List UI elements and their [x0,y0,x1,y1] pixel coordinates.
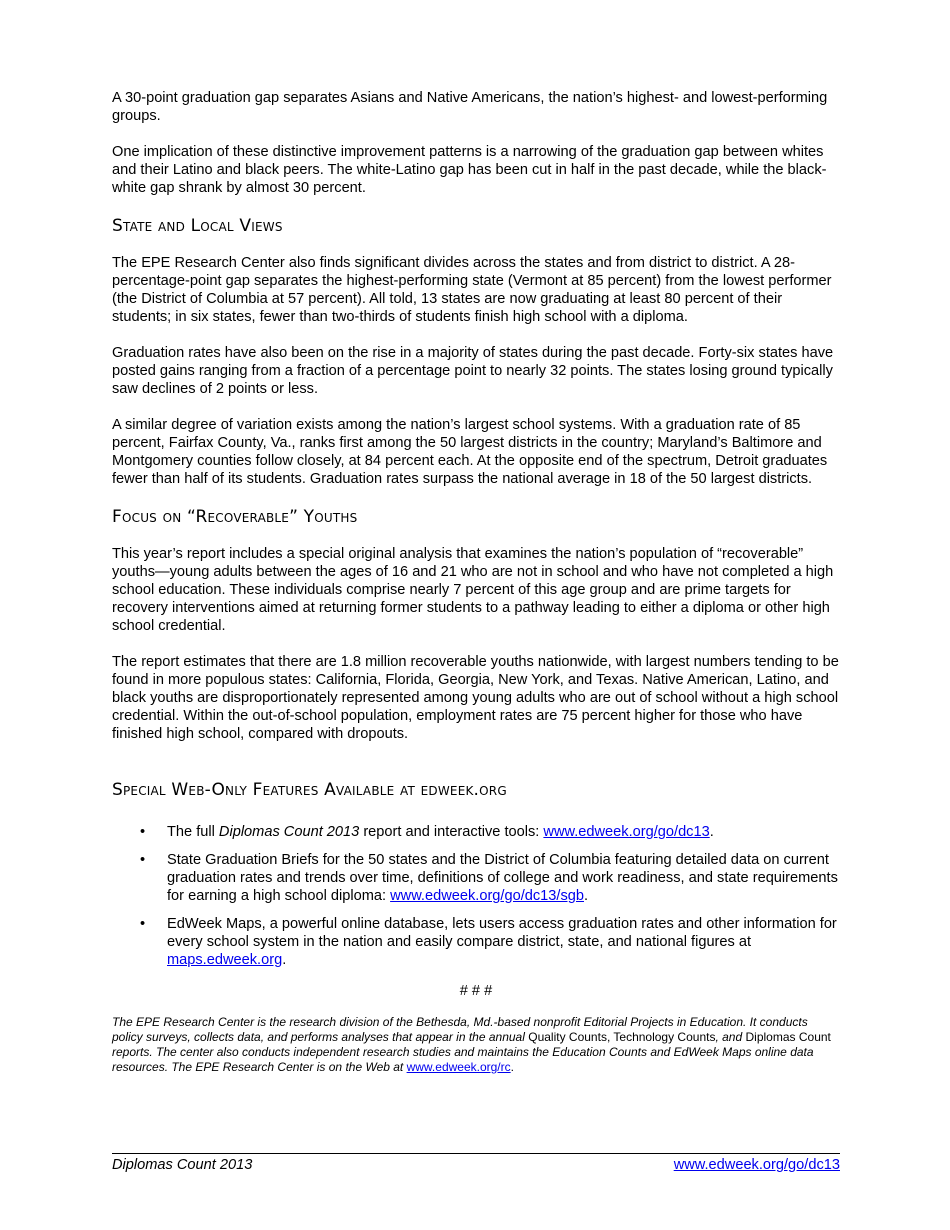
footer-title: Diplomas Count 2013 [112,1157,253,1173]
footer-link[interactable]: www.edweek.org/go/dc13 [673,1157,840,1173]
list-item: • EdWeek Maps, a powerful online database, lets users access graduation rates and other information for every school system in the nation and easily compare district, state, and national figures at maps.edweek.org. [140,916,837,968]
about-epe-note: The EPE Research Center is the research division of the Bethesda, Md.-based nonprofit Editorial Projects in Education. It conducts policy surveys, collects data, and performs analyses that appear in the annual Quality Counts, Technology Counts, and Diplomas Count reports. The center also conducts independent research studies and maintains the Education Counts and EdWeek Maps online data resources. The EPE Research Center is on the Web at www.edweek.org/rc. [112,1015,831,1074]
page-footer [112,1153,840,1173]
recoverable-paragraph-2: The report estimates that there are 1.8 million recoverable youths nationwide, with largest numbers tending to be found in more populous states: California, Florida, Georgia, New York, and Texas. Native American, Latino, and black youths are disproportionately represented among young adults who are out of school without a high school credential. Within the out-of-school population, employment rates are 75 percent higher for those who have finished high school, compared with dropouts. [112,654,839,742]
sgb-link[interactable]: www.edweek.org/go/dc13/sgb [390,888,584,904]
web-features-list [112,823,840,969]
bullet-icon: • [140,916,146,932]
dc13-link[interactable]: www.edweek.org/go/dc13 [543,824,710,840]
list-item: • State Graduation Briefs for the 50 states and the District of Columbia featuring detailed data on current graduation rates and trends over time, definitions of college and work readiness, and state requirements for earning a high school diploma: www.edweek.org/go/dc13/sgb. [140,852,838,904]
list-item: • The full Diplomas Count 2013 report and interactive tools: www.edweek.org/go/dc13. [140,824,714,840]
state-paragraph-1: The EPE Research Center also finds significant divides across the states and from district to district. A 28-percentage-point gap separates the highest-performing state (Vermont at 85 percent) from the lowest performer (the District of Columbia at 57 percent). All told, 13 states are now graduating at least 80 percent of their students; in six states, fewer than two-thirds of students finish high school with a diploma. [112,255,832,325]
intro-paragraph-2: One implication of these distinctive improvement patterns is a narrowing of the graduation gap between whites and their Latino and black peers. The white-Latino gap has been cut in half in the past decade, while the black-white gap shrank by almost 30 percent. [112,144,827,196]
bullet-icon: • [140,852,146,868]
intro-paragraph-1: A 30-point graduation gap separates Asians and Native Americans, the nation’s highest- and lowest-performing groups. [112,90,828,124]
web-features-heading: Special Web-Only Features Available at edweek.org [112,780,507,800]
document-body [112,89,840,1075]
rc-link[interactable]: www.edweek.org/rc [406,1060,511,1074]
state-local-heading: State and Local Views [112,216,283,236]
end-mark: # # # [459,983,493,999]
maps-link[interactable]: maps.edweek.org [167,952,283,968]
recoverable-heading: Focus on “Recoverable” Youths [112,507,358,527]
bullet-icon: • [140,824,146,840]
report-title: Diplomas Count 2013 [218,824,360,840]
state-paragraph-2: Graduation rates have also been on the rise in a majority of states during the past decade. Forty-six states have posted gains ranging from a fraction of a percentage point to nearly 32 points. The states losing ground typically saw declines of 2 points or less. [112,345,834,397]
recoverable-paragraph-1: This year’s report includes a special original analysis that examines the nation’s population of “recoverable” youths—young adults between the ages of 16 and 21 who are not in school and who have not completed a high school education. These individuals comprise nearly 7 percent of this age group and are prime targets for recovery interventions aimed at returning former students to a pathway leading to either a diploma or other high school credential. [112,546,834,634]
state-paragraph-3: A similar degree of variation exists among the nation’s largest school systems. With a graduation rate of 85 percent, Fairfax County, Va., ranks first among the 50 largest districts in the country; Maryland’s Baltimore and Montgomery counties follow closely, at 84 percent each. At the opposite end of the spectrum, Detroit graduates fewer than half of its students. Graduation rates surpass the national average in 18 of the 50 largest districts. [112,417,828,487]
